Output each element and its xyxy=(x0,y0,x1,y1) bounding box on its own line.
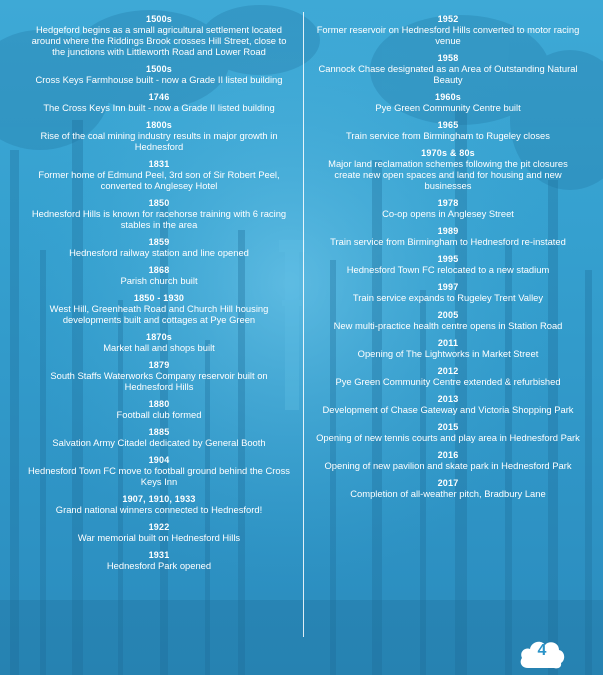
timeline-year: 2015 xyxy=(437,422,459,432)
timeline-entry xyxy=(314,92,582,113)
timeline-text: Train service from Birmingham to Hednesford re-instated xyxy=(330,236,566,247)
timeline-left-column xyxy=(25,14,293,578)
timeline-text: Hednesford railway station and line opened xyxy=(69,247,249,258)
timeline-text: Pye Green Community Centre extended & refurbished xyxy=(335,376,561,387)
timeline-year: 1997 xyxy=(437,282,459,292)
timeline-text: War memorial built on Hednesford Hills xyxy=(77,532,241,543)
timeline-entry xyxy=(25,293,293,325)
timeline-text: Hednesford Hills is known for racehorse training with 6 racing stables in the area xyxy=(31,208,287,230)
timeline-entry xyxy=(314,366,582,387)
timeline-year: 2016 xyxy=(437,450,459,460)
timeline-year: 1859 xyxy=(148,237,170,247)
timeline-entry xyxy=(25,399,293,420)
column-divider xyxy=(303,12,304,637)
timeline-year: 1995 xyxy=(437,254,459,264)
timeline-year: 1958 xyxy=(437,53,459,63)
timeline-entry xyxy=(25,455,293,487)
timeline-entry xyxy=(314,282,582,303)
timeline-entry xyxy=(314,338,582,359)
timeline-year: 1952 xyxy=(437,14,459,24)
timeline-year: 1904 xyxy=(148,455,170,465)
timeline-year: 1931 xyxy=(148,550,170,560)
timeline-year: 1868 xyxy=(148,265,170,275)
timeline-text: Rise of the coal mining industry results in major growth in Hednesford xyxy=(40,130,278,152)
timeline-entry xyxy=(314,422,582,443)
timeline-year: 1880 xyxy=(148,399,170,409)
timeline-text: Hednesford Park opened xyxy=(106,560,212,571)
timeline-year: 1500s xyxy=(145,14,173,24)
timeline-entry xyxy=(314,254,582,275)
timeline-entry xyxy=(314,478,582,499)
timeline-entry xyxy=(314,450,582,471)
timeline-text: New multi-practice health centre opens in Station Road xyxy=(333,320,563,331)
timeline-year: 2005 xyxy=(437,310,459,320)
timeline-text: Former reservoir on Hednesford Hills converted to motor racing venue xyxy=(316,24,580,46)
timeline-entry xyxy=(25,159,293,191)
timeline-entry xyxy=(25,64,293,85)
timeline-year: 1922 xyxy=(148,522,170,532)
timeline-text: West Hill, Greenheath Road and Church Hill housing developments built and cottages at Pye Green xyxy=(49,303,269,325)
timeline-year: 2011 xyxy=(437,338,459,348)
timeline-text: Cross Keys Farmhouse built - now a Grade II listed building xyxy=(35,74,283,85)
timeline-text: Pye Green Community Centre built xyxy=(375,102,521,113)
timeline-text: Hednesford Town FC move to football ground behind the Cross Keys Inn xyxy=(28,465,290,487)
timeline-text: South Staffs Waterworks Company reservoir built on Hednesford Hills xyxy=(50,370,268,392)
timeline-entry xyxy=(314,310,582,331)
timeline-entry xyxy=(25,360,293,392)
timeline-text: Salvation Army Citadel dedicated by General Booth xyxy=(52,437,266,448)
timeline-text: Opening of The Lightworks in Market Street xyxy=(357,348,539,359)
timeline-text: Train service expands to Rugeley Trent Valley xyxy=(352,292,544,303)
timeline-text: Football club formed xyxy=(116,409,202,420)
timeline-entry xyxy=(25,237,293,258)
timeline-entry xyxy=(25,550,293,571)
timeline-text: Opening of new tennis courts and play area in Hednesford Park xyxy=(316,432,580,443)
timeline-text: Opening of new pavilion and skate park in Hednesford Park xyxy=(324,460,572,471)
timeline-year: 1500s xyxy=(145,64,173,74)
timeline-year: 1850 - 1930 xyxy=(133,293,185,303)
timeline-year: 1885 xyxy=(148,427,170,437)
timeline-text: Development of Chase Gateway and Victoria Shopping Park xyxy=(322,404,574,415)
timeline-entry xyxy=(314,394,582,415)
timeline-year: 1800s xyxy=(145,120,173,130)
timeline-text: The Cross Keys Inn built - now a Grade II listed building xyxy=(43,102,275,113)
timeline-year: 1970s & 80s xyxy=(421,148,475,158)
timeline-text: Hednesford Town FC relocated to a new stadium xyxy=(346,264,550,275)
timeline-entry xyxy=(314,198,582,219)
timeline-entry xyxy=(25,265,293,286)
timeline-entry xyxy=(314,148,582,191)
timeline-text: Co-op opens in Anglesey Street xyxy=(382,208,514,219)
timeline-year: 1978 xyxy=(437,198,459,208)
timeline-year: 2012 xyxy=(437,366,459,376)
timeline-entry xyxy=(25,522,293,543)
timeline-year: 1989 xyxy=(437,226,459,236)
timeline-text: Hedgeford begins as a small agricultural settlement located around where the Riddings Brook crosses Hill Street, close to the junctions with Littleworth Road and Lower Road xyxy=(31,24,287,57)
timeline-year: 1879 xyxy=(148,360,170,370)
timeline-text: Grand national winners connected to Hednesford! xyxy=(55,504,263,515)
timeline-text: Cannock Chase designated as an Area of Outstanding Natural Beauty xyxy=(318,63,578,85)
timeline-year: 1870s xyxy=(145,332,173,342)
timeline-text: Completion of all-weather pitch, Bradbury Lane xyxy=(350,488,546,499)
timeline-entry xyxy=(25,494,293,515)
timeline-right-column xyxy=(314,14,582,506)
timeline-entry xyxy=(25,427,293,448)
timeline-entry xyxy=(25,120,293,152)
timeline-entry xyxy=(25,14,293,57)
timeline-text: Former home of Edmund Peel, 3rd son of Sir Robert Peel, converted to Anglesey Hotel xyxy=(38,169,280,191)
timeline-year: 1907, 1910, 1933 xyxy=(122,494,196,504)
timeline-year: 2013 xyxy=(437,394,459,404)
timeline-entry xyxy=(25,92,293,113)
timeline-entry xyxy=(25,332,293,353)
timeline-text: Parish church built xyxy=(120,275,198,286)
timeline-entry xyxy=(314,53,582,85)
timeline-text: Train service from Birmingham to Rugeley closes xyxy=(346,130,550,141)
timeline-entry xyxy=(314,226,582,247)
timeline-entry xyxy=(314,120,582,141)
timeline-year: 1850 xyxy=(148,198,170,208)
timeline-entry xyxy=(25,198,293,230)
timeline-year: 1746 xyxy=(148,92,170,102)
timeline-text: Market hall and shops built xyxy=(103,342,215,353)
timeline-entry xyxy=(314,14,582,46)
timeline-text: Major land reclamation schemes following the pit closures create new open spaces and land for housing and new businesses xyxy=(328,158,568,191)
timeline-year: 2017 xyxy=(437,478,459,488)
page-number: 4 xyxy=(537,642,547,659)
timeline-year: 1831 xyxy=(148,159,170,169)
timeline-year: 1960s xyxy=(434,92,462,102)
timeline-year: 1965 xyxy=(437,120,459,130)
